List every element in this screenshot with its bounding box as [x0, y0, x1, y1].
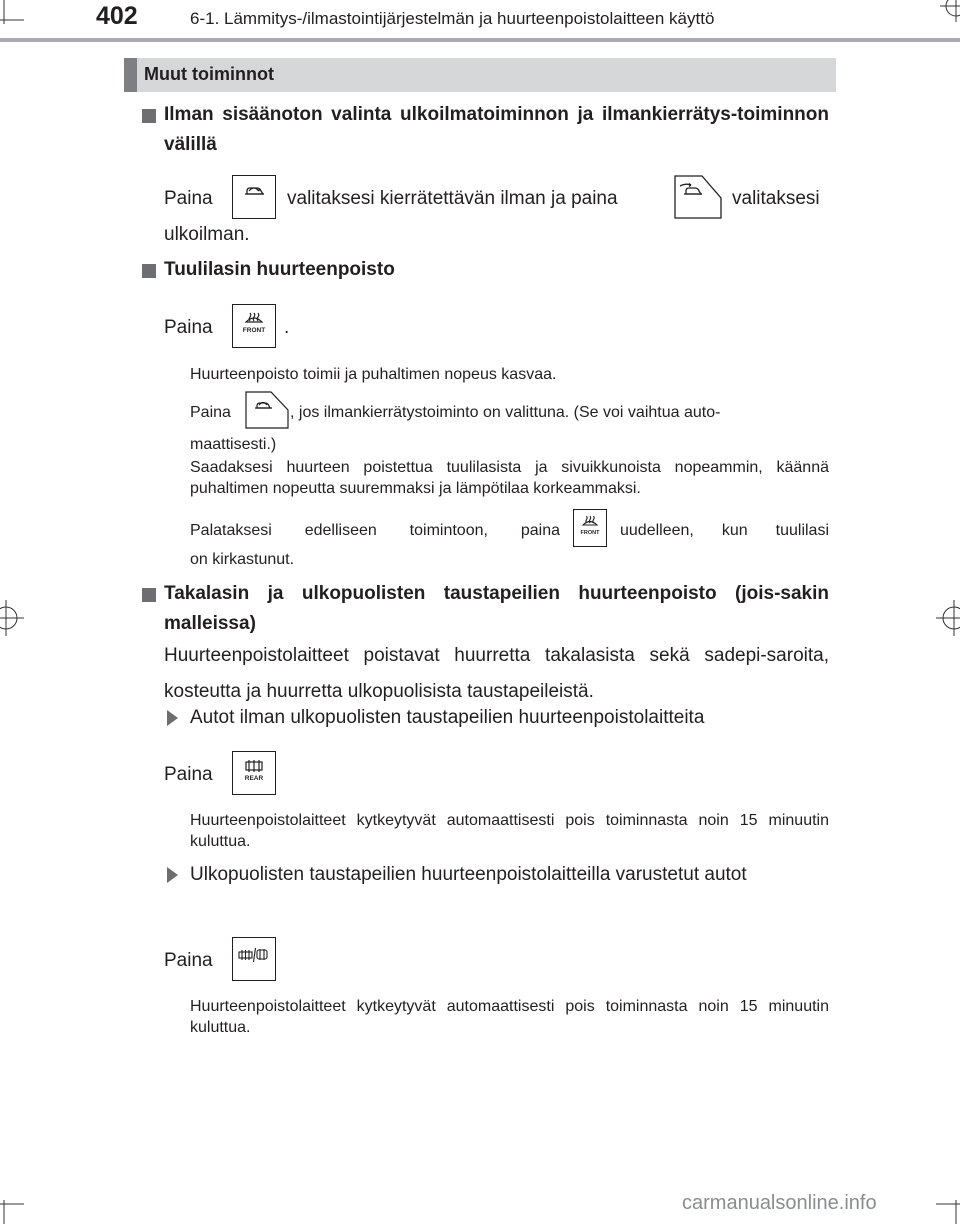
- triangle-bullet-icon: [167, 710, 178, 726]
- s1-middle-text: valitaksesi kierrätettävän ilman ja paina: [287, 188, 618, 209]
- front-defroster-button-small: [573, 509, 607, 547]
- s2-note-return: Palataksesi edelliseen toimintoon, paina: [190, 522, 560, 539]
- chapter-title: 6-1. Lämmitys-/ilmastointijärjestelmän ja huurteenpoistolaitteen käyttö: [190, 9, 715, 28]
- s2-note-clear: on kirkastunut.: [190, 551, 295, 568]
- square-bullet-icon: [142, 109, 156, 123]
- outside-air-icon: [674, 175, 722, 219]
- s1-end-text: valitaksesi: [732, 188, 820, 209]
- crop-mark-top-right: [936, 0, 960, 24]
- recirculated-air-icon: [233, 176, 275, 218]
- s3-sub-without-mirror-defoggers: Autot ilman ulkopuolisten taustapeilien huurteenpoistolaitteita: [190, 707, 705, 728]
- recirculation-button-small: [245, 391, 289, 429]
- page-number: 402: [96, 2, 138, 30]
- s2-note-recirculation: , jos ilmankierrätystoiminto on valittuna. (Se voi vaihtua auto-: [290, 404, 721, 421]
- header-divider: [0, 38, 960, 42]
- s2-press-label: Paina: [164, 317, 213, 338]
- recirculated-air-button: [232, 175, 276, 219]
- square-bullet-icon: [142, 264, 156, 278]
- front-defroster-button: [232, 304, 276, 348]
- s2-note-return-cont: uudelleen, kun tuulilasi: [620, 522, 829, 539]
- s2-note-auto: maattisesti.): [190, 436, 277, 453]
- square-bullet-icon: [142, 588, 156, 602]
- svg-text:REAR: REAR: [244, 775, 264, 782]
- crop-mark-left-middle: [0, 598, 26, 638]
- heading-air-intake: Ilman sisäänoton valinta ulkoilmatoiminnon ja ilmankierrätys-toiminnon välillä: [164, 104, 829, 155]
- triangle-bullet-icon: [167, 867, 178, 883]
- section-header-accent: [124, 58, 137, 92]
- crop-mark-bottom-right: [936, 1200, 960, 1224]
- rear-and-mirror-defogger-icon: [233, 938, 275, 980]
- front-defroster-icon: [233, 305, 275, 347]
- s3-press-label-2: Paina: [164, 950, 213, 971]
- s1-press-label: Paina: [164, 188, 213, 209]
- heading-rear-defogger: Takalasin ja ulkopuolisten taustapeilien huurteenpoisto (jois-sakin malleissa): [164, 583, 829, 634]
- outside-air-button: [674, 175, 722, 219]
- crop-mark-top-left: [0, 0, 24, 24]
- crop-mark-right-middle: [934, 598, 960, 638]
- heading-windshield-defog: Tuulilasin huurteenpoisto: [164, 259, 395, 280]
- front-defroster-icon: [574, 510, 606, 546]
- s2-note-press: Paina: [190, 404, 231, 421]
- rear-defogger-button: [232, 751, 276, 795]
- s2-period: .: [284, 317, 290, 338]
- svg-text:FRONT: FRONT: [580, 530, 600, 536]
- s2-note-faster: Saadaksesi huurteen poistettua tuulilasista ja sivuikkunoista nopeammin, käännä puhaltimen nopeutta suuremmaksi ja lämpötilaa korkeammaksi.: [190, 459, 829, 497]
- rear-window-defogger-icon: [233, 752, 275, 794]
- s3-note-auto-off-2: Huurteenpoistolaitteet kytkeytyvät automaattisesti pois toiminnasta noin 15 minuutin kuluttua.: [190, 998, 829, 1036]
- svg-text:FRONT: FRONT: [242, 327, 266, 334]
- s1-continuation: ulkoilman.: [164, 224, 250, 245]
- s3-note-auto-off-1: Huurteenpoistolaitteet kytkeytyvät automaattisesti pois toiminnasta noin 15 minuutin kuluttua.: [190, 812, 829, 850]
- crop-mark-bottom-left: [0, 1200, 24, 1224]
- recirculated-air-icon: [245, 391, 289, 429]
- s3-body: Huurteenpoistolaitteet poistavat huurretta takalasista sekä sadepi-saroita, kosteutta ja huurretta ulkopuolisista taustapeileistä.: [164, 645, 829, 702]
- s3-press-label-1: Paina: [164, 764, 213, 785]
- watermark: carmanualsonline.info: [682, 1192, 877, 1214]
- s3-sub-with-mirror-defoggers: Ulkopuolisten taustapeilien huurteenpoistolaitteilla varustetut autot: [190, 864, 747, 885]
- s2-note-defog-speed: Huurteenpoisto toimii ja puhaltimen nopeus kasvaa.: [190, 366, 557, 383]
- rear-and-mirror-defogger-button: [232, 937, 276, 981]
- section-title: Muut toiminnot: [144, 64, 274, 84]
